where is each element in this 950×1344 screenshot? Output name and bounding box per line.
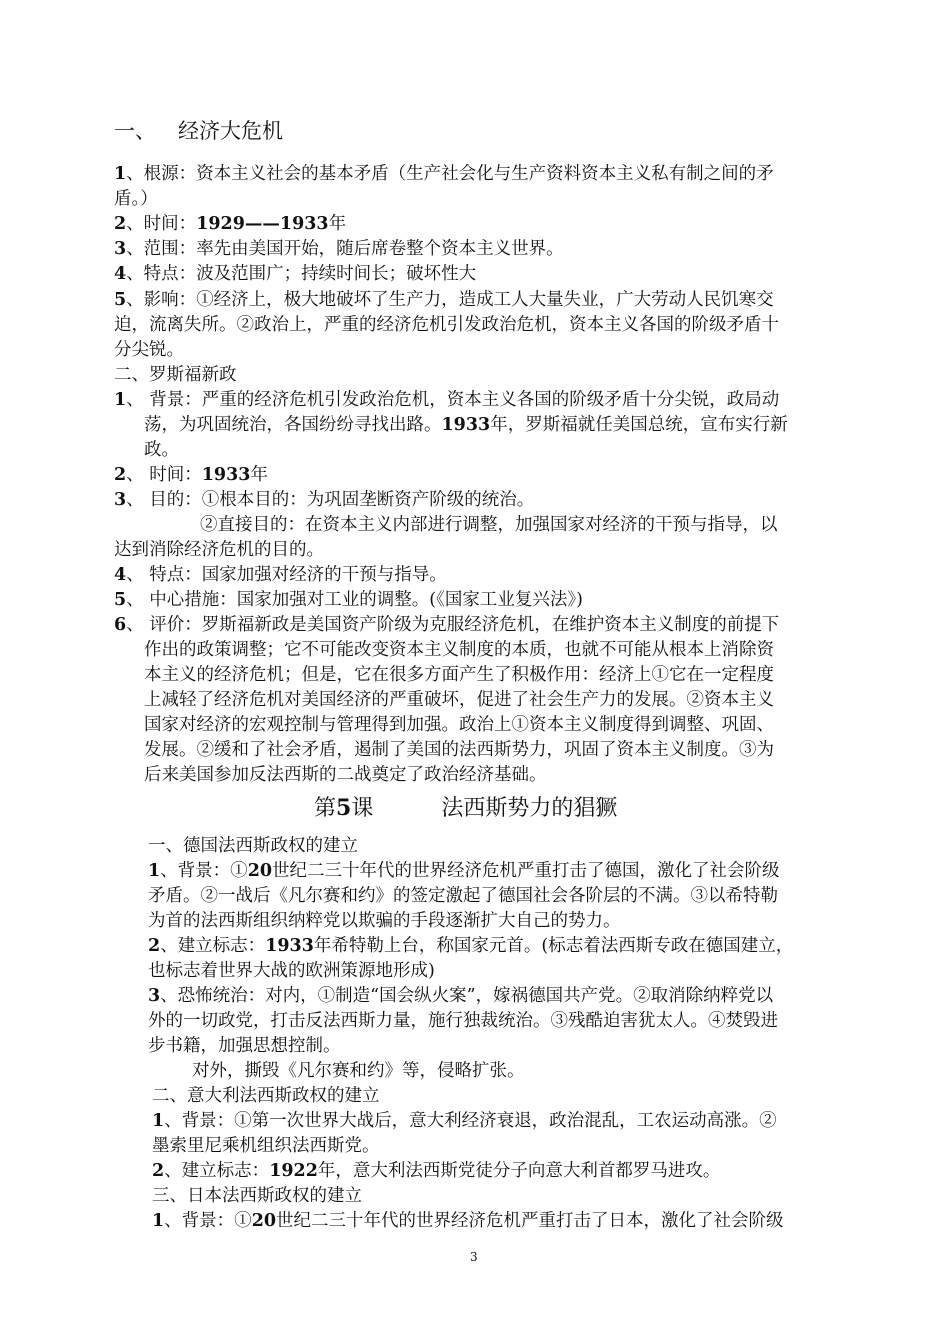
- paragraph-line: 4、特点：波及范围广；持续时间长；破坏性大: [114, 264, 477, 284]
- lesson-title: 法西斯势力的猖獗: [441, 796, 618, 821]
- paragraph-line: 1、背景：①第一次世界大战后，意大利经济衰退，政治混乱，工农运动高涨。②: [152, 1111, 777, 1131]
- paragraph-line: 也标志着世界大战的欧洲策源地形成): [148, 961, 435, 981]
- section-heading-japan: 三、日本法西斯政权的建立: [152, 1186, 362, 1206]
- paragraph-line: 1、背景：①20世纪二三十年代的世界经济危机严重打击了德国，激化了社会阶级: [148, 861, 780, 881]
- paragraph-line: 盾。）: [114, 189, 158, 209]
- paragraph-line: 为首的法西斯组织纳粹党以欺骗的手段逐渐扩大自己的势力。: [148, 911, 621, 931]
- paragraph-line: 荡，为巩固统治，各国纷纷寻找出路。1933年，罗斯福就任美国总统，宣布实行新: [144, 415, 788, 435]
- paragraph-line: 发展。②缓和了社会矛盾，遏制了美国的法西斯势力，巩固了资本主义制度。③为: [144, 740, 774, 760]
- paragraph-line: 2、建立标志：1922年，意大利法西斯党徒分子向意大利首都罗马进攻。: [152, 1161, 721, 1181]
- paragraph-line: 政。: [144, 440, 179, 460]
- paragraph-line: 作出的政策调整；它不可能改变资本主义制度的本质，也就不可能从根本上消除资: [144, 640, 774, 660]
- section-heading-italy: 二、意大利法西斯政权的建立: [152, 1086, 380, 1106]
- heading-text: 经济大危机: [178, 119, 283, 143]
- paragraph-line: 国家对经济的宏观控制与管理得到加强。政治上①资本主义制度得到调整、巩固、: [144, 715, 774, 735]
- paragraph-line: 达到消除经济危机的目的。: [114, 540, 324, 560]
- paragraph-line: 4、 特点：国家加强对经济的干预与指导。: [114, 565, 447, 585]
- paragraph-line: 外的一切政党，打击反法西斯力量，施行独裁统治。③残酷迫害犹太人。④焚毁进: [148, 1011, 778, 1031]
- paragraph-line: 5、影响：①经济上，极大地破坏了生产力，造成工人大量失业，广大劳动人民饥寒交: [114, 290, 774, 310]
- section-heading-new-deal: 二、罗斯福新政: [114, 365, 237, 385]
- paragraph-line: 本主义的经济危机；但是，它在很多方面产生了积极作用：经济上①它在一定程度: [144, 665, 774, 685]
- paragraph-line: 墨索里尼乘机组织法西斯党。: [152, 1136, 380, 1156]
- paragraph-line: 6、 评价：罗斯福新政是美国资产阶级为克服经济危机，在维护资本主义制度的前提下: [114, 615, 780, 635]
- paragraph-line: 3、 目的：①根本目的：为巩固垄断资产阶级的统治。: [114, 490, 535, 510]
- paragraph-line: 对外，撕毁《凡尔赛和约》等，侵略扩张。: [192, 1061, 525, 1081]
- paragraph-line: 3、恐怖统治：对内，①制造“国会纵火案”，嫁祸德国共产党。②取消除纳粹党以: [148, 986, 774, 1006]
- paragraph-line: 3、范围：率先由美国开始，随后席卷整个资本主义世界。: [114, 239, 564, 259]
- heading-number: 一、: [114, 119, 156, 143]
- paragraph-line: 步书籍，加强思想控制。: [148, 1036, 341, 1056]
- paragraph-line: 后来美国参加反法西斯的二战奠定了政治经济基础。: [144, 765, 547, 785]
- page-number: 3: [470, 1250, 478, 1264]
- paragraph-line: 1、根源：资本主义社会的基本矛盾（生产社会化与生产资料资本主义私有制之间的矛: [114, 164, 774, 184]
- paragraph-line: 2、时间：1929——1933年: [114, 214, 347, 234]
- section-heading-germany: 一、德国法西斯政权的建立: [148, 836, 358, 856]
- paragraph-line: 1、 背景：严重的经济危机引发政治危机，资本主义各国的阶级矛盾十分尖锐，政局动: [114, 390, 780, 410]
- paragraph-line: 1、背景：①20世纪二三十年代的世界经济危机严重打击了日本，激化了社会阶级: [152, 1211, 784, 1231]
- section-heading-economic-crisis: [114, 117, 283, 145]
- paragraph-line: 5、 中心措施：国家加强对工业的调整。(《国家工业复兴法》): [114, 590, 583, 610]
- paragraph-line: 2、建立标志：1933年希特勒上台，称国家元首。(标志着法西斯专政在德国建立，: [148, 936, 794, 956]
- paragraph-line: 分尖锐。: [114, 340, 184, 360]
- lesson-heading: 第5课 法西斯势力的猖獗: [314, 795, 618, 821]
- paragraph-line: 迫，流离失所。②政治上，严重的经济危机引发政治危机，资本主义各国的阶级矛盾十: [114, 315, 779, 335]
- paragraph-line: 2、 时间：1933年: [114, 465, 268, 485]
- paragraph-line: 矛盾。②一战后《凡尔赛和约》的签定激起了德国社会各阶层的不满。③以希特勒: [148, 886, 778, 906]
- paragraph-line: 上减轻了经济危机对美国经济的严重破坏，促进了社会生产力的发展。②资本主义: [144, 690, 774, 710]
- paragraph-line: ②直接目的：在资本主义内部进行调整，加强国家对经济的干预与指导，以: [200, 515, 778, 535]
